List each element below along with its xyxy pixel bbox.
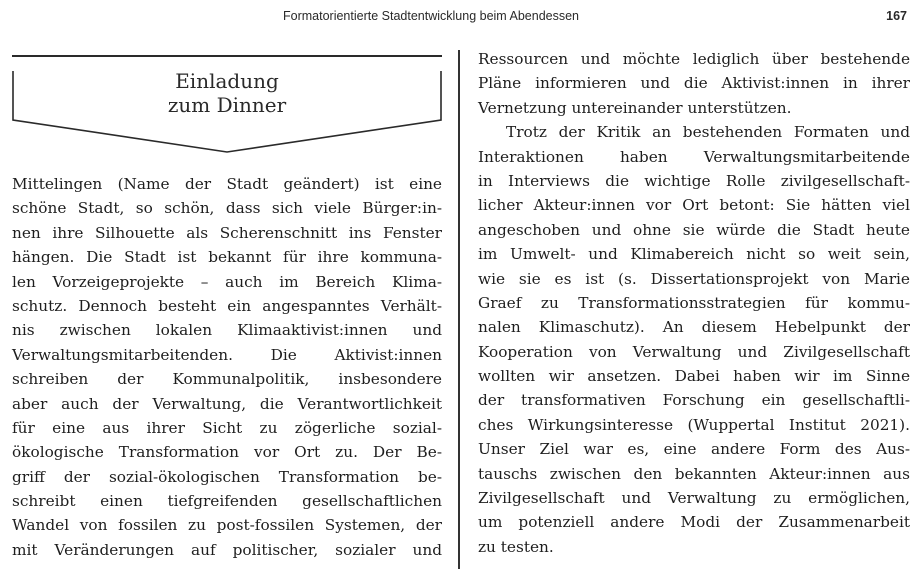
text-line: Unser Ziel war es, eine andere Form des Aus- [478,440,910,459]
text-line: tauschs zwischen den bekannten Akteur:innen aus [478,464,910,483]
text-line: um potenziell andere Modi der Zusammenarbeit [478,513,910,532]
text-line: mit Veränderungen auf politischer, sozialer und [12,540,442,559]
text-line: griff der sozial-ökologischen Transformation be- [12,467,442,486]
text-line: len Vorzeigeprojekte – auch im Bereich Klima- [12,272,442,291]
text-line: hängen. Die Stadt ist bekannt für ihre kommuna- [12,248,442,267]
text-line: Zivilgesellschaft und Verwaltung zu ermöglichen, [478,489,910,508]
text-line: Vernetzung untereinander unterstützen. [478,98,792,117]
box-title-line: zum Dinner [167,93,287,117]
running-title: Formatorientierte Stadtentwicklung beim Abendessen [283,9,579,23]
column-divider [458,50,460,569]
text-line: Mittelingen (Name der Stadt geändert) ist eine [12,175,442,193]
text-line: im Umwelt- und Klimabereich nicht so weit sein, [478,245,910,264]
text-line: licher Akteur:innen vor Ort betont: Sie hätten viel [478,196,910,215]
text-line: wollten wir ansetzen. Dabei haben wir im Sinne [478,367,910,386]
invitation-box [12,55,442,155]
text-line: schöne Stadt, so schön, dass sich viele Bürger:in- [12,199,442,218]
text-line: Verwaltungsmitarbeitenden. Die Aktivist:innen [12,345,442,364]
left-column-text [12,172,442,562]
text-line: Ressourcen und möchte lediglich über bestehende [478,50,910,68]
text-line: Pläne informieren und die Aktivist:innen in ihrer [478,74,910,93]
right-column-text [478,47,910,559]
text-line: schreibt einen tiefgreifenden gesellschaftlichen [12,492,442,511]
text-line: nen ihre Silhouette als Scherenschnitt ins Fenster [12,223,442,242]
text-line: ches Wirkungsinteresse (Wuppertal Institut 2021). [478,415,910,434]
text-line: Graef zu Transformationsstrategien für kommu- [478,293,910,312]
text-line: ökologische Transformation vor Ort zu. Der Be- [12,443,442,462]
text-line: in Interviews die wichtige Rolle zivilgesellschaft- [478,171,910,190]
text-line: für eine aus ihrer Sicht zu zögerliche sozial- [12,418,442,437]
page-number: 167 [886,9,907,23]
text-line: Kooperation von Verwaltung und Zivilgesellschaft [478,342,910,361]
text-line: zu testen. [478,537,554,556]
text-line: Interaktionen haben Verwaltungsmitarbeitende [478,147,910,166]
text-line: wie sie es ist (s. Dissertationsprojekt von Marie [478,269,910,288]
text-line: nalen Klimaschutz). An diesem Hebelpunkt der [478,318,910,337]
text-line: nis zwischen lokalen Klimaaktivist:innen und [12,321,442,340]
text-line: angeschoben und ohne sie würde die Stadt heute [478,220,910,239]
box-title-line: Einladung [175,69,279,93]
text-line: Wandel von fossilen zu post-fossilen Systemen, der [12,516,442,535]
text-line: schreiben der Kommunalpolitik, insbesondere [12,370,442,389]
text-line: schutz. Dennoch besteht ein angespanntes Verhält- [12,296,442,315]
running-header [0,9,921,27]
box-title [12,69,442,117]
text-line: Trotz der Kritik an bestehenden Formaten und [506,123,910,142]
text-line: aber auch der Verwaltung, die Verantwortlichkeit [12,394,442,413]
text-line: der transformativen Forschung ein gesellschaftli- [478,391,910,410]
